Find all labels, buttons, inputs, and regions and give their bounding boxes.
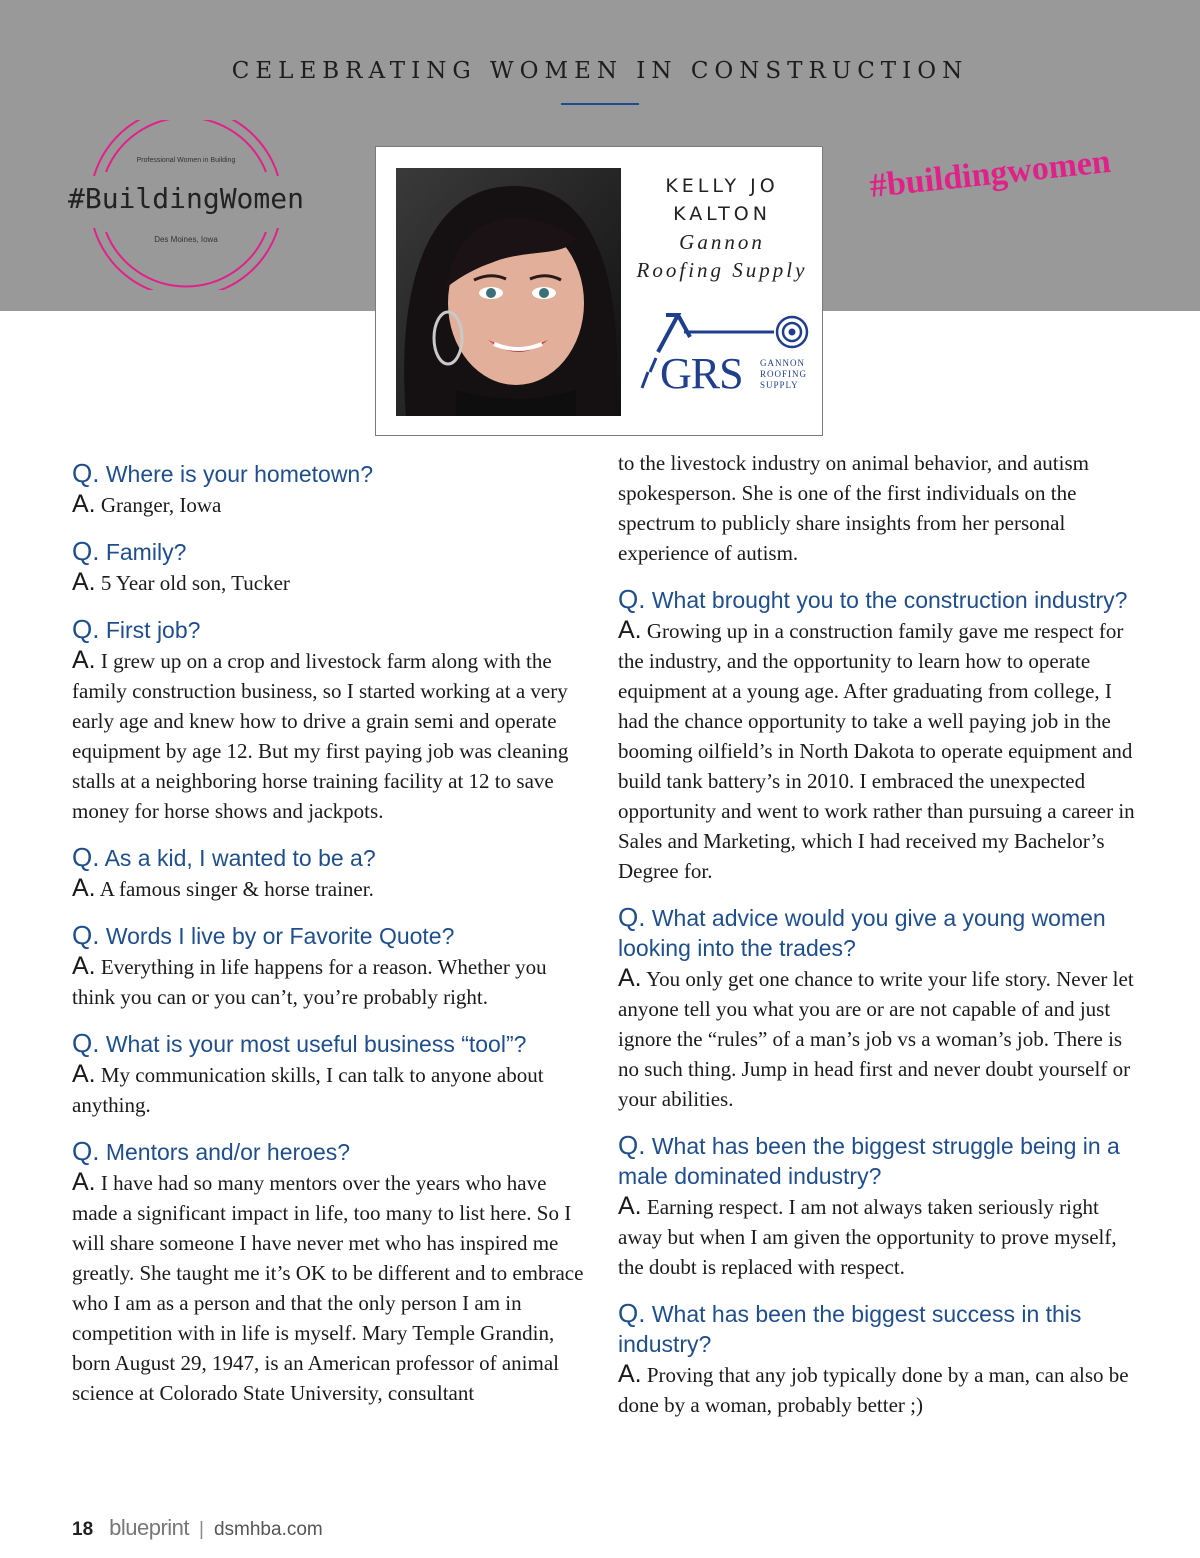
qa-item	[72, 536, 592, 598]
answer-marker: A.	[618, 616, 642, 644]
qa-item	[72, 614, 592, 826]
answer	[72, 489, 592, 520]
question-text: Where is your hometown?	[105, 461, 374, 487]
answer	[72, 951, 592, 1012]
answer-text: I grew up on a crop and livestock farm along with the family construction business, so I started working at a very early age and knew how to drive a grain semi and operate equipment by age 12. But my first paying job was cleaning stalls at a neighboring horse training facility at 12 to save money for horse shows and jackpots.	[72, 649, 569, 823]
answer-text: I have had so many mentors over the years who have made a significant impact in life, too many to list here. So I will share someone I have never met who has inspired me greatly. She taught me it’s OK to be different and to embrace who I am as a person and that the only person I am in competition with in life is myself. Mary Temple Grandin, born August 29, 1947, is an American professor of animal science at Colorado State University, consultant	[72, 1171, 584, 1405]
left-column	[72, 458, 592, 1424]
question	[72, 614, 592, 645]
question-text: Mentors and/or heroes?	[105, 1139, 351, 1165]
website-link[interactable]: dsmhba.com	[213, 1519, 323, 1540]
answer	[618, 963, 1138, 1114]
grs-word-1: GANNON	[760, 358, 805, 368]
answer-marker: A.	[72, 1060, 96, 1088]
answer-text: My communication skills, I can talk to anyone about anything.	[72, 1063, 544, 1117]
profile-name	[624, 172, 820, 228]
section-title: CELEBRATING WOMEN IN CONSTRUCTION	[231, 58, 969, 84]
right-column	[618, 448, 1138, 1436]
question	[618, 584, 1138, 615]
company-line-2: Roofing Supply	[636, 258, 808, 282]
question	[72, 536, 592, 567]
question-marker: Q.	[72, 920, 100, 950]
profile-company	[624, 228, 820, 284]
company-line-1: Gannon	[679, 230, 765, 254]
question-text: What is your most useful business “tool”?	[105, 1031, 527, 1057]
question	[618, 1130, 1138, 1191]
qa-item	[72, 1028, 592, 1120]
question	[72, 920, 592, 951]
qa-item	[618, 902, 1138, 1114]
qa-item	[618, 1298, 1138, 1420]
question	[618, 1298, 1138, 1359]
answer-marker: A.	[618, 1192, 642, 1220]
question	[72, 842, 592, 873]
grs-word-3: SUPPLY	[760, 380, 799, 390]
qa-item	[618, 1130, 1138, 1282]
qa-item	[72, 842, 592, 904]
grs-logo	[638, 312, 813, 397]
logo-main-text: #BuildingWomen	[67, 182, 304, 215]
answer-text: Proving that any job typically done by a man, can also be done by a woman, probably better ;)	[618, 1363, 1129, 1417]
question	[72, 458, 592, 489]
answer-marker: A.	[618, 1360, 642, 1388]
magazine-brand: blueprint	[109, 1515, 190, 1540]
qa-item	[72, 1136, 592, 1408]
question-marker: Q.	[72, 1028, 100, 1058]
question-marker: Q.	[72, 1136, 100, 1166]
answer	[72, 1167, 592, 1408]
grs-word-2: ROOFING	[760, 369, 808, 379]
logo-top-text: Professional Women in Building	[136, 157, 236, 164]
question-text: Family?	[105, 539, 187, 565]
building-women-logo	[66, 120, 306, 290]
page-footer	[72, 1515, 323, 1541]
qa-item	[72, 458, 592, 520]
profile-photo	[396, 168, 621, 416]
question-text: What has been the biggest success in this industry?	[618, 1301, 1082, 1357]
question-marker: Q.	[618, 584, 646, 614]
name-line-2: KALTON	[673, 203, 771, 225]
qa-item	[618, 584, 1138, 886]
question-text: What has been the biggest struggle being in a male dominated industry?	[618, 1133, 1120, 1189]
answer	[72, 1059, 592, 1120]
footer-separator: |	[199, 1519, 204, 1540]
question-text: First job?	[105, 617, 201, 643]
question-text: What advice would you give a young women looking into the trades?	[618, 905, 1106, 961]
question-marker: Q.	[72, 458, 100, 488]
answer-text: A famous singer & horse trainer.	[99, 877, 374, 901]
answer-text: Growing up in a construction family gave me respect for the industry, and the opportunity to learn how to operate equipment at a young age. After graduating from college, I had the chance opportunity to take a well paying job in the booming oilfield’s in North Dakota to operate equipment and build tank battery’s in 2010. I embraced the unexpected opportunity and went to work rather than pursuing a career in Sales and Marketing, which I had received my Bachelor’s Degree for.	[618, 619, 1135, 883]
question	[72, 1028, 592, 1059]
name-line-1: KELLY JO	[665, 175, 779, 197]
question	[72, 1136, 592, 1167]
answer-marker: A.	[72, 568, 96, 596]
title-underline	[561, 103, 639, 105]
question-marker: Q.	[618, 1130, 646, 1160]
answer-marker: A.	[72, 490, 96, 518]
answer	[618, 1359, 1138, 1420]
question	[618, 902, 1138, 963]
question-text: Words I live by or Favorite Quote?	[105, 923, 455, 949]
question-text: As a kid, I wanted to be a?	[104, 845, 376, 871]
question-marker: Q.	[72, 536, 100, 566]
grs-wordmark	[760, 358, 807, 391]
answer-text: 5 Year old son, Tucker	[100, 571, 290, 595]
answer-text: Earning respect. I am not always taken seriously right away but when I am given the opportunity to prove myself, the doubt is replaced with respect.	[618, 1195, 1117, 1279]
question-marker: Q.	[72, 614, 100, 644]
answer-marker: A.	[72, 952, 96, 980]
answer-marker: A.	[72, 874, 96, 902]
answer	[618, 615, 1138, 886]
qa-item	[72, 920, 592, 1012]
page-number: 18	[72, 1519, 94, 1540]
answer-marker: A.	[72, 1168, 96, 1196]
answer-marker: A.	[72, 646, 96, 674]
answer-text: Everything in life happens for a reason. Whether you think you can or you can’t, you’re probably right.	[72, 955, 547, 1009]
answer-marker: A.	[618, 964, 642, 992]
question-marker: Q.	[618, 902, 646, 932]
question-marker: Q.	[618, 1298, 646, 1328]
grs-letters: GRS	[660, 349, 743, 398]
answer	[72, 873, 592, 904]
logo-bottom-text: Des Moines, Iowa	[154, 235, 218, 244]
profile-card	[375, 146, 823, 436]
question-marker: Q.	[72, 842, 100, 872]
answer	[618, 1191, 1138, 1282]
answer	[72, 645, 592, 826]
answer	[72, 567, 592, 598]
answer-text: You only get one chance to write your life story. Never let anyone tell you what you are or are not capable of and just ignore the “rules” of a man’s job vs a woman’s job. There is no such thing. Jump in head first and never doubt yourself or your abilities.	[618, 967, 1134, 1111]
answer-text: Granger, Iowa	[100, 493, 222, 517]
answer-continuation: to the livestock industry on animal behavior, and autism spokesperson. She is one of the first individuals on the spectrum to publicly share insights from her personal experience of autism.	[618, 451, 1089, 565]
hashtag-stamp: #buildingwomen	[868, 142, 1113, 206]
question-text: What brought you to the construction industry?	[651, 587, 1128, 613]
